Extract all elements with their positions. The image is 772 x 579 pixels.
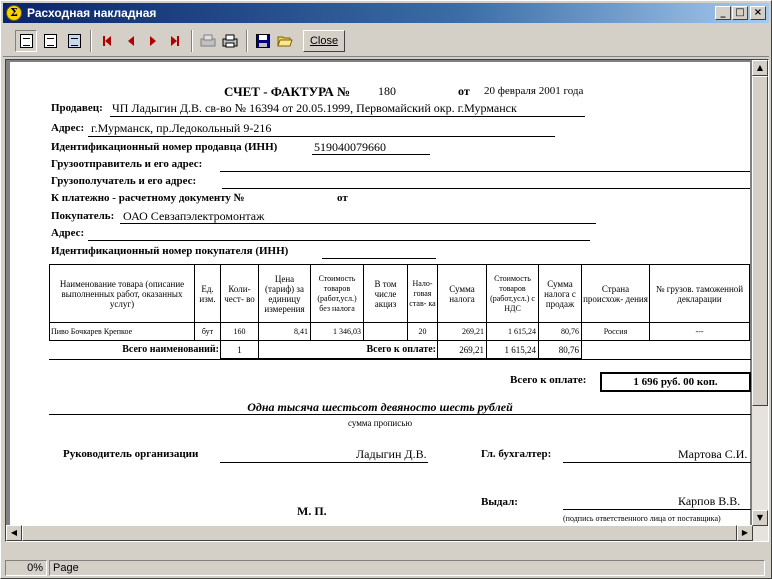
payment-doc-from-label: от <box>337 192 348 204</box>
totals-empty-cell <box>582 341 750 359</box>
open-folder-icon <box>277 34 293 48</box>
total-with-vat-value: 1 615,24 <box>487 341 539 359</box>
buyer-inn-label: Идентификационный номер покупателя (ИНН) <box>51 245 289 257</box>
maximize-button[interactable]: □ <box>732 6 748 20</box>
column-header: В том числе акциз <box>364 265 408 323</box>
table-cell: 269,21 <box>438 323 487 341</box>
column-header: Сумма налога с продаж <box>539 265 582 323</box>
invoice-page <box>10 62 750 542</box>
first-page-arrow-icon <box>105 36 111 46</box>
seller-address-underline <box>88 136 555 137</box>
column-header: Наименование товара (описание выполненных работ, оказанных услуг) <box>50 265 195 323</box>
scroll-down-button[interactable]: ▼ <box>752 510 768 526</box>
open-button[interactable] <box>274 30 296 52</box>
issued-signature-line <box>563 509 751 510</box>
consignee-underline <box>222 188 750 189</box>
buyer-label: Покупатель: <box>51 210 115 222</box>
totals-underline <box>49 359 751 360</box>
shipper-underline <box>220 171 750 172</box>
table-header-row <box>50 265 750 323</box>
first-page-button[interactable] <box>96 30 118 52</box>
table-cell: Россия <box>582 323 650 341</box>
accountant-name: Мартова С.И. <box>678 447 748 461</box>
table-cell: бут <box>195 323 221 341</box>
next-page-button[interactable] <box>142 30 164 52</box>
scroll-right-button[interactable]: ▶ <box>737 525 753 541</box>
close-preview-button[interactable]: Close <box>303 30 345 52</box>
column-header: Страна происхож- дения <box>582 265 650 323</box>
print-setup-button[interactable] <box>197 30 219 52</box>
page-width-icon <box>44 34 57 48</box>
next-arrow-icon <box>150 36 156 46</box>
print-button[interactable] <box>219 30 241 52</box>
column-header: Стоимость товаров (работ,усл.) без налога <box>311 265 364 323</box>
column-header: № грузов. таможенной декларации <box>650 265 750 323</box>
column-header: Сумма налога <box>438 265 487 323</box>
table-cell: --- <box>650 323 750 341</box>
invoice-number: 180 <box>378 84 396 98</box>
last-page-button[interactable] <box>164 30 186 52</box>
scroll-up-button[interactable]: ▲ <box>752 60 768 76</box>
head-signature-line <box>220 462 428 463</box>
amount-in-words-underline <box>49 414 751 415</box>
invoice-date-label: от <box>458 84 470 98</box>
table-cell <box>364 323 408 341</box>
table-cell: 1 615,24 <box>487 323 539 341</box>
column-header: Стоимость товаров (работ,усл.) с НДС <box>487 265 539 323</box>
prev-arrow-icon <box>128 36 134 46</box>
page-width-view-button[interactable] <box>39 30 61 52</box>
minimize-button[interactable]: _ <box>715 6 731 20</box>
total-sales-tax-value: 80,76 <box>539 341 582 359</box>
table-cell: 160 <box>221 323 259 341</box>
whole-page-view-button[interactable] <box>15 30 37 52</box>
consignee-label: Грузополучатель и его адрес: <box>51 175 197 187</box>
seller-value: ЧП Ладыгин Д.В. св-во № 16394 от 20.05.1999, Первомайский окр. г.Мурманск <box>112 101 517 115</box>
table-cell: 80,76 <box>539 323 582 341</box>
app-sigma-icon[interactable]: Σ <box>6 5 22 21</box>
seller-inn-value: 519040079660 <box>314 140 386 154</box>
head-signature-label: Руководитель организации <box>63 448 199 460</box>
table-row <box>50 323 750 341</box>
toolbar-separator <box>246 30 248 52</box>
buyer-address-underline <box>88 240 590 241</box>
window-close-button[interactable]: × <box>750 6 766 20</box>
horizontal-scroll-thumb[interactable] <box>22 525 737 541</box>
column-header: Цена (тариф) за единицу измерения <box>259 265 311 323</box>
table-cell: 1 346,03 <box>311 323 364 341</box>
head-name: Ладыгин Д.В. <box>356 447 427 461</box>
floppy-disk-icon <box>256 34 270 48</box>
amount-in-words-caption: сумма прописью <box>347 418 413 428</box>
scroll-left-button[interactable]: ◀ <box>6 525 22 541</box>
invoice-heading: СЧЕТ - ФАКТУРА № <box>224 84 351 99</box>
whole-page-icon <box>20 34 33 48</box>
column-header: Ед. изм. <box>195 265 221 323</box>
seller-inn-underline <box>312 154 430 155</box>
preview-viewport[interactable] <box>5 59 769 542</box>
status-mode: Page <box>49 560 765 576</box>
shipper-label: Грузоотправитель и его адрес: <box>51 158 203 170</box>
zoom-page-icon <box>68 34 81 48</box>
horizontal-scrollbar[interactable] <box>6 525 753 541</box>
seller-inn-label: Идентификационный номер продавца (ИНН) <box>51 141 278 153</box>
accountant-signature-line <box>563 462 751 463</box>
total-items-value: 1 <box>221 341 259 359</box>
toolbar-separator <box>191 30 193 52</box>
prev-page-button[interactable] <box>120 30 142 52</box>
table-cell: Пиво Бочкарев Крепкое <box>50 323 195 341</box>
status-zoom: 0% <box>5 560 47 576</box>
seller-underline <box>110 116 585 117</box>
table-totals-row <box>50 341 750 359</box>
column-header: Коли- чест- во <box>221 265 259 323</box>
issued-by-label: Выдал: <box>481 496 518 508</box>
seller-address-value: г.Мурманск, пр.Ледокольный 9-216 <box>91 121 272 135</box>
toolbar-separator <box>90 30 92 52</box>
save-button[interactable] <box>252 30 274 52</box>
buyer-inn-underline <box>322 258 436 259</box>
stamp-label: М. П. <box>297 504 327 518</box>
printer-icon <box>222 34 238 48</box>
toolbar <box>3 25 769 57</box>
column-header: Нало- говая став- ка <box>408 265 438 323</box>
grand-total-value: 1 696 руб. 00 коп. <box>600 372 751 392</box>
status-bar <box>3 559 769 577</box>
accountant-label: Гл. бухгалтер: <box>481 448 552 460</box>
total-tax-value: 269,21 <box>438 341 487 359</box>
invoice-table <box>49 264 750 359</box>
buyer-value: ОАО Севзапэлектромонтаж <box>123 209 265 223</box>
seller-label: Продавец: <box>51 102 103 114</box>
invoice-date: 20 февраля 2001 года <box>484 85 584 97</box>
table-cell: 8,41 <box>259 323 311 341</box>
payment-doc-label: К платежно - расчетному документу № <box>51 192 245 204</box>
issued-by-caption: (подпись ответственного лица от поставщика) <box>563 514 721 523</box>
last-page-bar-icon <box>177 36 179 46</box>
vertical-scroll-thumb[interactable] <box>752 76 768 406</box>
vertical-scrollbar[interactable] <box>752 60 768 542</box>
table-cell: 20 <box>408 323 438 341</box>
zoom-view-button[interactable] <box>63 30 85 52</box>
amount-in-words: Одна тысяча шестьсот девяносто шесть рублей <box>247 400 513 414</box>
total-pay-label: Всего к оплате: <box>259 341 438 359</box>
printer-setup-icon <box>200 34 216 48</box>
title-bar[interactable] <box>3 3 769 23</box>
seller-address-label: Адрес: <box>51 122 85 134</box>
issued-by-name: Карпов В.В. <box>678 494 741 508</box>
buyer-address-label: Адрес: <box>51 227 85 239</box>
grand-total-label: Всего к оплате: <box>510 374 587 386</box>
buyer-underline <box>120 223 596 224</box>
total-items-label: Всего наименований: <box>122 343 219 355</box>
window-title: Расходная накладная <box>27 6 157 20</box>
